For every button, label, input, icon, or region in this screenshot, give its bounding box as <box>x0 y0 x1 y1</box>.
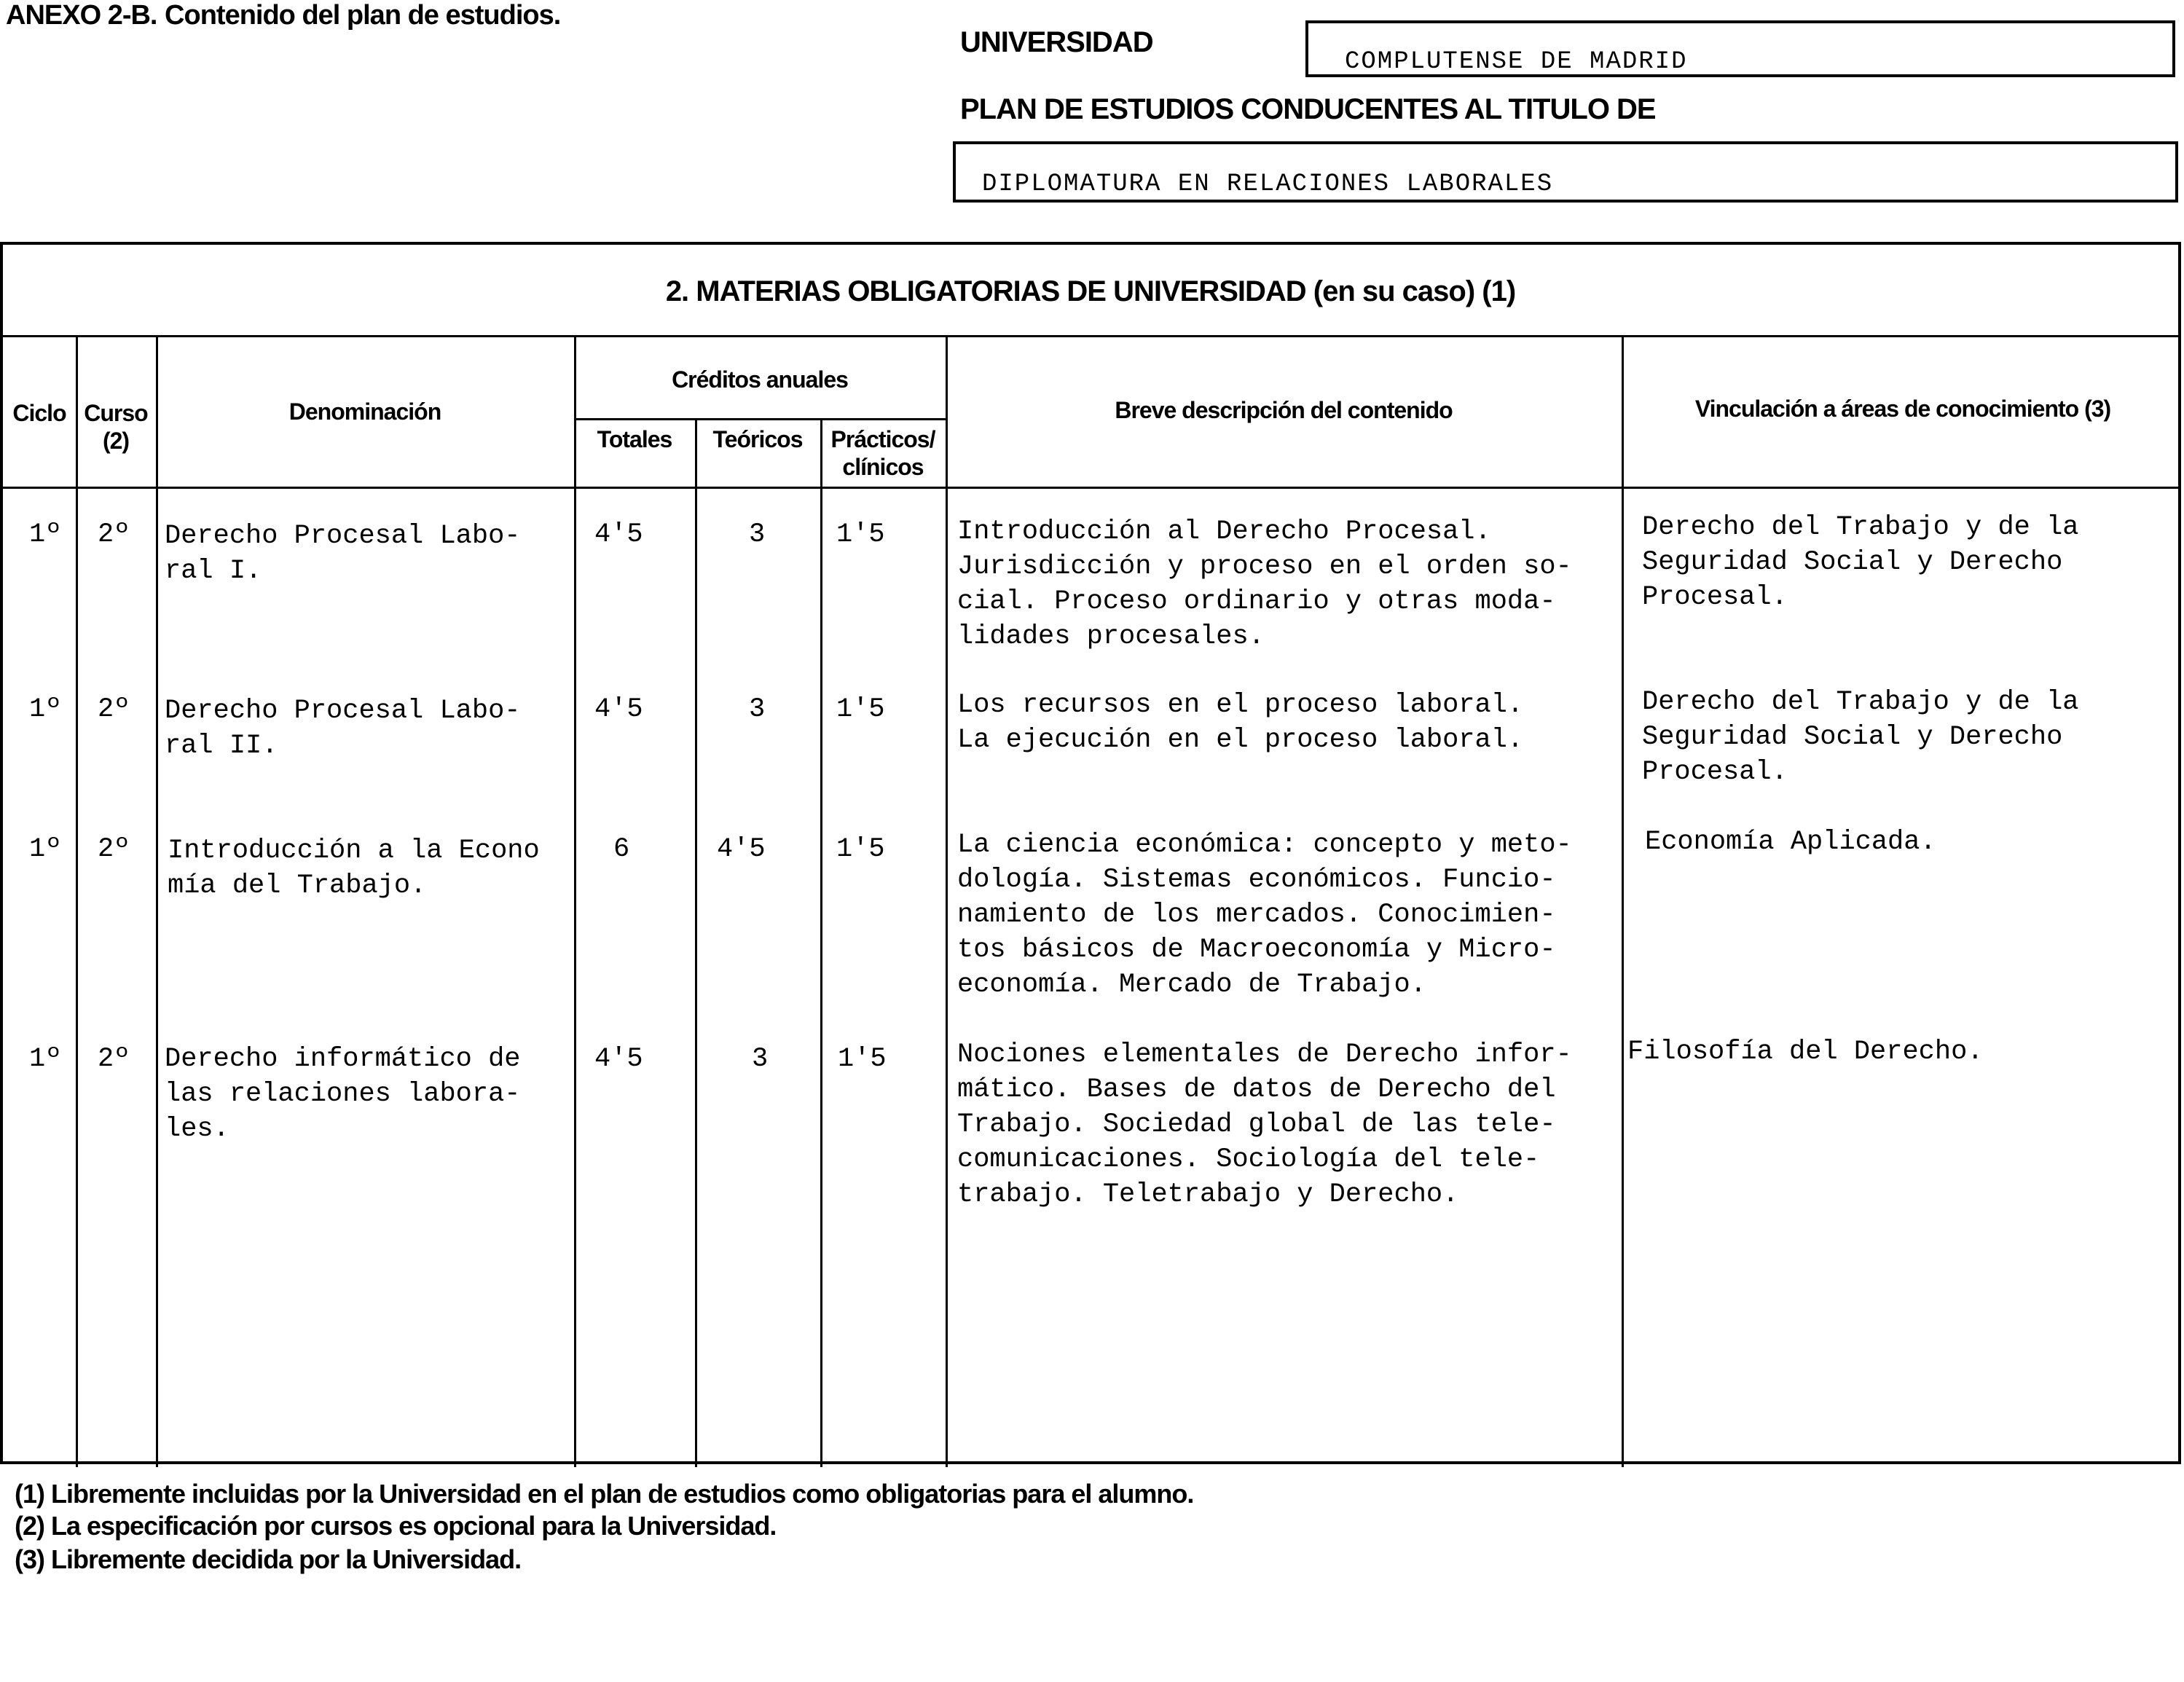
footnote-3: (3) Libremente decidida por la Universidad. <box>15 1544 522 1574</box>
row4-ciclo: 1º <box>29 1044 62 1074</box>
row4-denominacion: Derecho informático de las relaciones labora- les. <box>165 1044 521 1144</box>
col-rule-6 <box>946 335 948 1467</box>
universidad-box <box>1305 20 2175 77</box>
header-vinculacion: Vinculación a áreas de conocimiento (3) <box>1694 396 2111 422</box>
annex-prefix: ANEXO 2-B. <box>6 0 157 31</box>
row4-practicos: 1'5 <box>838 1044 887 1074</box>
col-rule-5 <box>820 418 822 1467</box>
table-title: 2. MATERIAS OBLIGATORIAS DE UNIVERSIDAD (en su caso) (1) <box>665 275 1516 307</box>
row2-curso: 2º <box>98 694 130 725</box>
header-practicos: Prácticos/ clínicos <box>830 426 935 480</box>
row3-vinculacion: Economía Aplicada. <box>1645 827 1936 857</box>
row3-teoricos: 4'5 <box>717 834 766 865</box>
row2-descripcion: Los recursos en el proceso laboral. La ejecución en el proceso laboral. <box>957 690 1524 755</box>
row1-vinculacion: Derecho del Trabajo y de la Seguridad Social y Derecho Procesal. <box>1642 512 2079 613</box>
row3-ciclo: 1º <box>29 834 62 865</box>
rule-title <box>3 335 2178 337</box>
header-descripcion: Breve descripción del contenido <box>1115 397 1453 423</box>
col-rule-1 <box>76 335 78 1467</box>
col-rule-2 <box>156 335 158 1467</box>
row1-ciclo: 1º <box>29 519 62 550</box>
rule-creditos <box>574 418 946 420</box>
row1-curso: 2º <box>98 519 130 550</box>
row4-totales: 4'5 <box>594 1044 643 1074</box>
row3-practicos: 1'5 <box>836 834 885 865</box>
header-creditos: Créditos anuales <box>672 366 848 393</box>
row3-denominacion: Introducción a la Econo mía del Trabajo. <box>168 836 540 901</box>
plan-label: PLAN DE ESTUDIOS CONDUCENTES AL TITULO DE <box>960 93 1656 125</box>
row2-denominacion: Derecho Procesal Labo- ral II. <box>165 696 521 761</box>
row4-vinculacion: Filosofía del Derecho. <box>1627 1037 1984 1067</box>
col-rule-3 <box>574 335 576 1467</box>
header-denominacion: Denominación <box>288 398 441 425</box>
row1-practicos: 1'5 <box>836 519 885 550</box>
header-teoricos: Teóricos <box>712 426 803 452</box>
annex-title <box>6 0 560 31</box>
col-rule-4 <box>695 418 697 1467</box>
row3-descripcion: La ciencia económica: concepto y meto- dología. Sistemas económicos. Funcio- namiento de los mercados. Conocimien- tos básicos de Macroeconomía y Micro- economía. Mercado de Trabajo. <box>957 830 1572 1000</box>
header-curso: Curso (2) <box>84 400 148 454</box>
materias-table <box>0 242 2181 1464</box>
row1-teoricos: 3 <box>749 519 766 550</box>
header-ciclo: Ciclo <box>12 400 66 426</box>
row2-teoricos: 3 <box>749 694 766 725</box>
footnote-2: (2) La especificación por cursos es opcional para la Universidad. <box>15 1511 777 1541</box>
row2-totales: 4'5 <box>594 694 643 725</box>
row1-totales: 4'5 <box>594 519 643 550</box>
annex-subtitle: Contenido del plan de estudios. <box>165 0 561 31</box>
row1-descripcion: Introducción al Derecho Procesal. Jurisdicción y proceso en el orden so- cial. Proceso ordinario y otras moda- lidades procesales. <box>957 516 1572 652</box>
row4-descripcion: Nociones elementales de Derecho infor- mático. Bases de datos de Derecho del Trabajo. Sociedad global de las tele- comunicaciones. Sociología del tele- trabajo. Teletrabajo y Derecho. <box>957 1040 1572 1210</box>
universidad-label: UNIVERSIDAD <box>960 26 1153 58</box>
row3-totales: 6 <box>613 834 630 865</box>
rule-header <box>3 487 2178 489</box>
titulo-value: DIPLOMATURA EN RELACIONES LABORALES <box>982 170 1554 198</box>
titulo-box <box>953 141 2178 203</box>
row1-denominacion: Derecho Procesal Labo- ral I. <box>165 521 521 586</box>
footnote-1: (1) Libremente incluidas por la Universidad en el plan de estudios como obligatorias para el alumno. <box>15 1479 1194 1509</box>
col-rule-7 <box>1622 335 1624 1467</box>
row2-practicos: 1'5 <box>836 694 885 725</box>
row4-teoricos: 3 <box>752 1044 769 1074</box>
row3-curso: 2º <box>98 834 130 865</box>
row2-ciclo: 1º <box>29 694 62 725</box>
row2-vinculacion: Derecho del Trabajo y de la Seguridad Social y Derecho Procesal. <box>1642 687 2079 787</box>
row4-curso: 2º <box>98 1044 130 1074</box>
universidad-value: COMPLUTENSE DE MADRID <box>1345 48 1688 76</box>
header-totales: Totales <box>597 426 672 452</box>
